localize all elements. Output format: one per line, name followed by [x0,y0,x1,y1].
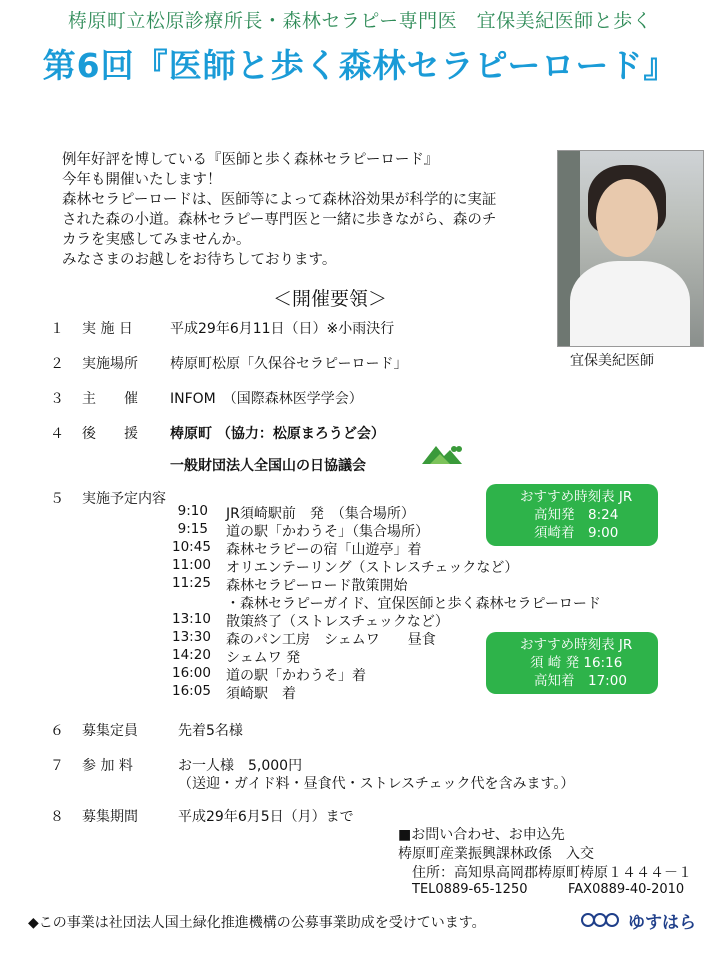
item-number: ８ [50,809,64,825]
schedule-text: オリエンテーリング（ストレスチェックなど） [226,560,519,576]
item-number: ５ [50,491,64,507]
contact-heading: ■お問い合わせ、お申込先 [398,827,565,843]
yusuhara-logo [578,900,703,933]
item-value: 平成29年6月5日（月）まで [178,809,354,825]
intro-line: された森の小道。森林セラピー専門医と一緒に歩きながら、森のチ [62,212,497,228]
page-title: 第6回『医師と歩く森林セラピーロード』 [42,46,678,85]
schedule-text: 森林セラピーの宿「山遊亭」着 [226,542,422,558]
photo-face [596,179,658,257]
contact-tel: TEL0889-65-1250 [412,882,528,897]
item-label: 実 施 日 [82,321,133,337]
item-label: 主 催 [82,391,138,407]
item-value: 先着5名様 [178,723,243,739]
schedule-text: ・森林セラピーガイド、宜保医師と歩く森林セラピーロード [226,596,601,612]
schedule-time: 16:05 [172,683,211,699]
photo-caption: 宜保美紀医師 [570,353,654,369]
timetable-title: おすすめ時刻表 JR [520,637,633,653]
item-value: 梼原町 （協力：松原まろうど会） [170,426,385,442]
intro-line: カラを実感してみませんか。 [62,232,251,248]
mountain-day-logo [420,440,464,466]
item-value-secondary: 一般財団法人全国山の日協議会 [170,458,366,474]
item-number: ６ [50,723,64,739]
intro-line: みなさまのお越しをお待ちしております。 [62,252,337,268]
item-label: 後 援 [82,426,138,442]
schedule-text: 森林セラピーロード散策開始 [226,578,408,594]
item-label: 実施予定内容 [82,491,166,507]
schedule-text: シェムワ 発 [226,650,301,666]
schedule-text: 道の駅「かわうそ」（集合場所） [226,524,429,540]
item-number: ７ [50,758,64,774]
timetable-return-box [486,632,658,694]
item-value: INFOM （国際森林医学学会） [170,391,363,407]
schedule-text: 森のパン工房 シェムワ 昼食 [226,632,436,648]
schedule-text: 散策終了（ストレスチェックなど） [226,614,449,630]
timetable-line: 高知発 8:24 [534,507,619,523]
schedule-time: 11:25 [172,575,211,591]
schedule-time: 16:00 [172,665,211,681]
item-number: ２ [50,356,64,372]
doctor-photo [557,150,704,347]
schedule-text: JR須崎駅前 発 （集合場所） [226,506,415,522]
item-label: 参 加 料 [82,758,133,774]
schedule-time: 13:10 [172,611,211,627]
item-label: 募集期間 [82,809,138,825]
schedule-time: 11:00 [172,557,211,573]
item-label: 実施場所 [82,356,138,372]
item-number: ４ [50,426,64,442]
timetable-title: おすすめ時刻表 JR [520,489,633,505]
item-value: 平成29年6月11日（日）※小雨決行 [170,321,395,337]
logo-text: ゆすはら [628,913,696,933]
contact-address: 住所：高知県高岡郡梼原町梼原１４４４－１ [412,865,692,881]
intro-text [62,150,496,270]
schedule-time: 9:15 [177,521,208,537]
contact-department: 梼原町産業振興課林政係 入交 [398,846,594,862]
schedule-text: 須崎駅 着 [226,686,296,702]
item-value: お一人様 5,000円 [178,758,303,774]
schedule-text: 道の駅「かわうそ」着 [226,668,366,684]
timetable-line: 須崎着 9:00 [534,525,619,541]
intro-line: 森林セラピーロードは、医師等によって森林浴効果が科学的に実証 [62,192,497,208]
contact-fax: FAX0889-40-2010 [568,882,685,897]
item-label: 募集定員 [82,723,138,739]
schedule-time: 14:20 [172,647,211,663]
item-value: 梼原町松原「久保谷セラピーロード」 [170,356,408,372]
item-number: １ [50,321,64,337]
schedule-time: 9:10 [177,503,208,519]
intro-line: 例年好評を博している『医師と歩く森林セラピーロード』 [62,152,439,168]
intro-line: 今年も開催いたします！ [62,172,222,188]
item-value-secondary: （送迎・ガイド料・昼食代・ストレスチェック代を含みます。） [178,776,575,792]
footer-note: ◆この事業は社団法人国土緑化推進機構の公募事業助成を受けています。 [28,915,486,931]
timetable-line: 高知着 17:00 [534,673,627,689]
timetable-outbound-box [486,484,658,546]
item-number: ３ [50,391,64,407]
header-subtitle: 梼原町立松原診療所長・森林セラピー専門医 宜保美紀医師と歩く [67,10,653,32]
schedule-time: 13:30 [172,629,211,645]
timetable-line: 須 崎 発 16:16 [530,655,623,671]
section-heading: ＜開催要領＞ [272,288,387,310]
schedule-time: 10:45 [172,539,211,555]
